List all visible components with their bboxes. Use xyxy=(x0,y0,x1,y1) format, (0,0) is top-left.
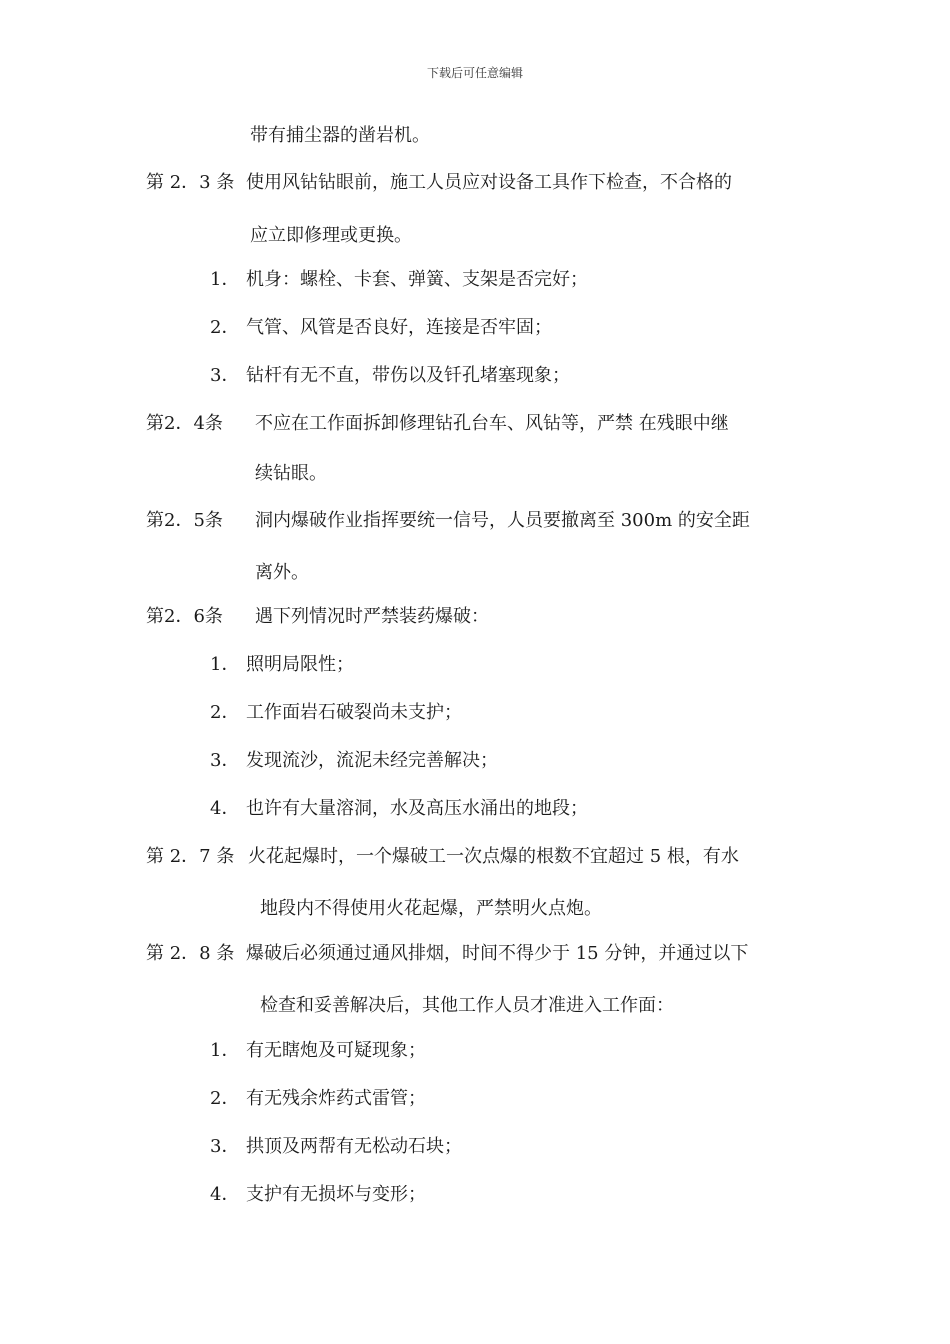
list-item-number: 1． xyxy=(210,269,240,290)
page-header: 下载后可任意编辑 xyxy=(426,66,523,80)
article-text: 使用风钻钻眼前，施工人员应对设备工具作下检查，不合格的 xyxy=(246,172,732,193)
list-item: 拱顶及两帮有无松动石块； xyxy=(246,1136,462,1157)
article-number: 第2．5条 xyxy=(146,510,223,531)
list-item: 气管、风管是否良好，连接是否牢固； xyxy=(246,317,552,338)
list-item: 工作面岩石破裂尚未支护； xyxy=(246,702,462,723)
list-item-number: 3． xyxy=(210,365,240,386)
list-item-number: 3． xyxy=(210,750,240,771)
article-text: 火花起爆时，一个爆破工一次点爆的根数不宜超过 5 根，有水 xyxy=(248,846,739,867)
list-item: 机身：螺栓、卡套、弹簧、支架是否完好； xyxy=(246,269,588,290)
article-text: 洞内爆破作业指挥要统一信号，人员要撤离至 300m 的安全距 xyxy=(255,510,750,531)
list-item-number: 1． xyxy=(210,1040,240,1061)
list-item: 照明局限性； xyxy=(246,654,354,675)
article-text: 不应在工作面拆卸修理钻孔台车、风钻等，严禁 在残眼中继 xyxy=(255,413,729,434)
list-item-number: 4． xyxy=(210,798,240,819)
article-number: 第 2．8 条 xyxy=(146,943,235,964)
article-number: 第 2．3 条 xyxy=(146,172,235,193)
article-text-continuation: 离外。 xyxy=(255,562,309,583)
article-text: 爆破后必须通过通风排烟，时间不得少于 15 分钟，并通过以下 xyxy=(246,943,749,964)
list-item: 支护有无损坏与变形； xyxy=(246,1184,426,1205)
list-item-number: 3． xyxy=(210,1136,240,1157)
list-item: 钻杆有无不直，带伤以及钎孔堵塞现象； xyxy=(246,365,570,386)
list-item: 也许有大量溶洞，水及高压水涌出的地段； xyxy=(246,798,588,819)
list-item: 有无瞎炮及可疑现象； xyxy=(246,1040,426,1061)
article-number: 第2．4条 xyxy=(146,413,223,434)
list-item-number: 2． xyxy=(210,702,240,723)
article-text-continuation: 地段内不得使用火花起爆，严禁明火点炮。 xyxy=(260,898,602,919)
list-item-number: 4． xyxy=(210,1184,240,1205)
list-item: 有无残余炸药式雷管； xyxy=(246,1088,426,1109)
article-text-continuation: 检查和妥善解决后，其他工作人员才准进入工作面： xyxy=(260,995,674,1016)
paragraph-continuation: 带有捕尘器的凿岩机。 xyxy=(250,125,430,146)
list-item: 发现流沙，流泥未经完善解决； xyxy=(246,750,498,771)
list-item-number: 1． xyxy=(210,654,240,675)
list-item-number: 2． xyxy=(210,317,240,338)
article-text-continuation: 应立即修理或更换。 xyxy=(250,225,412,246)
article-text: 遇下列情况时严禁装药爆破： xyxy=(255,606,489,627)
article-number: 第 2．7 条 xyxy=(146,846,235,867)
list-item-number: 2． xyxy=(210,1088,240,1109)
article-text-continuation: 续钻眼。 xyxy=(255,463,327,484)
article-number: 第2．6条 xyxy=(146,606,223,627)
